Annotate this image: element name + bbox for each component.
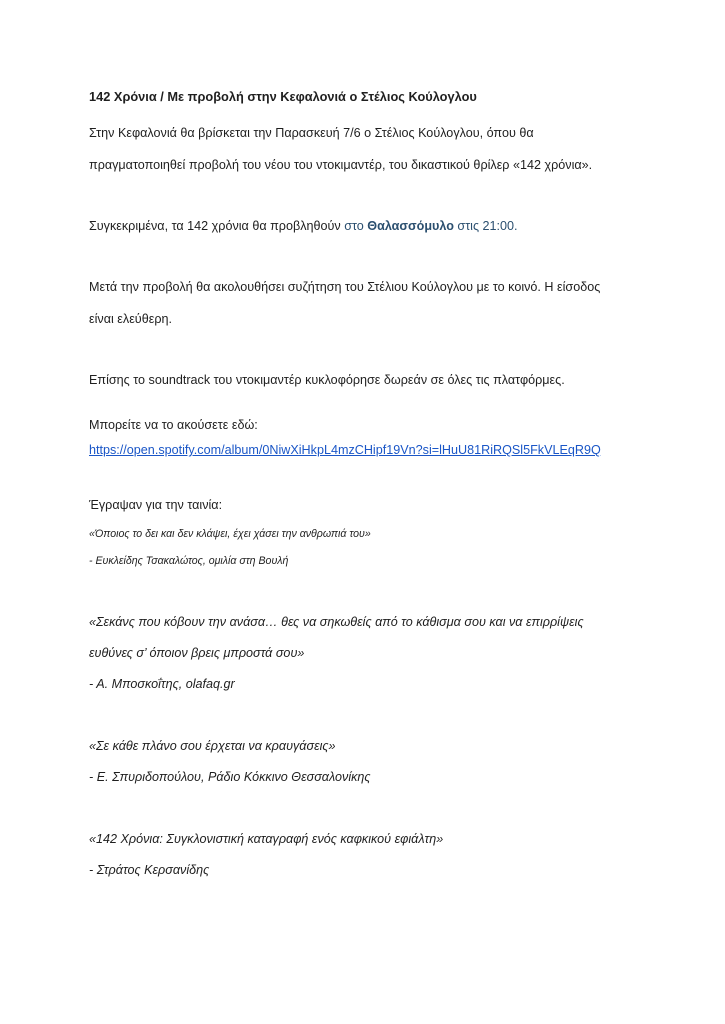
review-2-quote-line-1: «Σεκάνς που κόβουν την ανάσα… θες να σηκωθείς από το κάθισμα σου και να επιρρίψεις	[89, 615, 584, 629]
review-3-author: - Ε. Σπυριδοπούλου, Ράδιο Κόκκινο Θεσσαλονίκης	[89, 770, 371, 784]
discussion-line-1: Μετά την προβολή θα ακολουθήσει συζήτηση του Στέλιου Κούλογλου με το κοινό. Η είσοδος	[89, 280, 601, 294]
screening-prefix: Συγκεκριμένα, τα 142 χρόνια θα προβληθούν	[89, 219, 345, 233]
intro-line-2: πραγματοποιηθεί προβολή του νέου του ντοκιμαντέρ, του δικαστικού θρίλερ «142 χρόνια».	[89, 158, 593, 172]
review-2-author: - Α. Μποσκοΐτης, olafaq.gr	[89, 677, 235, 691]
screening-paragraph	[89, 218, 518, 234]
review-2-quote-line-2: ευθύνες σ’ όποιον βρεις μπροστά σου»	[89, 646, 305, 660]
screening-at: στο	[344, 219, 368, 233]
reviews-heading: Έγραψαν για την ταινία:	[89, 498, 223, 512]
review-3-quote: «Σε κάθε πλάνο σου έρχεται να κραυγάσεις»	[89, 739, 336, 753]
spotify-link[interactable]: https://open.spotify.com/album/0NiwXiHkpL4mzCHipf19Vn?si=lHuU81RiRQSl5FkVLEqR9Q	[89, 443, 601, 457]
listen-label: Μπορείτε να το ακούσετε εδώ:	[89, 418, 258, 432]
intro-line-1: Στην Κεφαλονιά θα βρίσκεται την Παρασκευή 7/6 ο Στέλιος Κούλογλου, όπου θα	[89, 126, 534, 140]
screening-venue: Θαλασσόμυλο	[367, 219, 454, 233]
discussion-line-2: είναι ελεύθερη.	[89, 312, 172, 326]
review-4-author: - Στράτος Κερσανίδης	[89, 863, 210, 877]
review-1-quote: «Όποιος το δει και δεν κλάψει, έχει χάσει την ανθρωπιά του»	[89, 528, 371, 540]
review-4-quote: «142 Χρόνια: Συγκλονιστική καταγραφή ενός καφκικού εφιάλτη»	[89, 832, 444, 846]
screening-time: στις 21:00.	[453, 219, 518, 233]
article-title: 142 Χρόνια / Με προβολή στην Κεφαλονιά ο Στέλιος Κούλογλου	[89, 89, 477, 104]
soundtrack-paragraph: Επίσης το soundtrack του ντοκιμαντέρ κυκλοφόρησε δωρεάν σε όλες τις πλατφόρμες.	[89, 373, 565, 387]
review-1-author: - Ευκλείδης Τσακαλώτος, ομιλία στη Βουλή	[89, 555, 289, 567]
